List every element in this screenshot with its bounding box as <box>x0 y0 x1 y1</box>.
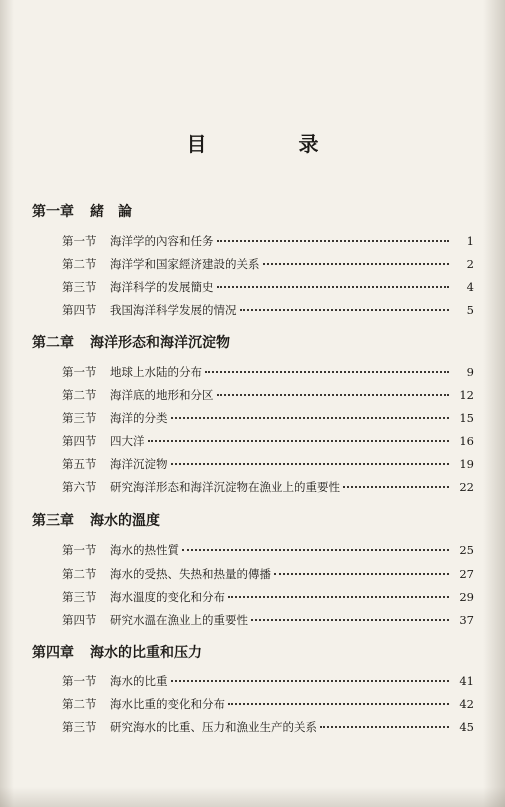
dot-leader <box>217 240 450 242</box>
page-number: 16 <box>459 434 474 448</box>
dot-leader <box>343 486 449 488</box>
toc-entry[interactable] <box>62 410 474 428</box>
page-number: 22 <box>459 480 474 494</box>
toc-entry[interactable] <box>62 719 474 737</box>
page-number: 1 <box>466 234 474 248</box>
section-label: 第四节 <box>62 613 97 627</box>
toc-entry[interactable] <box>62 256 474 274</box>
section-title: 我国海洋科学发展的情况 <box>110 303 237 317</box>
dot-leader <box>217 286 450 288</box>
toc-entry[interactable] <box>62 279 474 297</box>
page-number: 15 <box>459 411 474 425</box>
chapter-label: 第四章 <box>32 645 74 661</box>
section-label: 第三节 <box>62 720 97 734</box>
section-title: 研究海洋形态和海洋沉淀物在漁业上的重要性 <box>110 480 340 494</box>
section-label: 第一节 <box>62 365 97 379</box>
dot-leader <box>228 596 449 598</box>
section-label: 第一节 <box>62 543 97 557</box>
page-number: 37 <box>459 613 474 627</box>
page-number: 19 <box>459 457 474 471</box>
chapter-title: 海水的溫度 <box>90 513 160 529</box>
scan-edge-right <box>483 0 505 807</box>
toc-entry[interactable] <box>62 302 474 320</box>
section-label: 第三节 <box>62 280 97 294</box>
chapter-heading <box>32 201 132 221</box>
page-title: 目 录 <box>186 132 355 156</box>
toc-entry[interactable] <box>62 479 474 497</box>
page-number: 9 <box>466 365 474 379</box>
page-number: 4 <box>466 280 474 294</box>
section-label: 第三节 <box>62 411 97 425</box>
dot-leader <box>320 726 449 728</box>
section-label: 第二节 <box>62 388 97 402</box>
scan-edge-left <box>0 0 14 807</box>
chapter-heading <box>32 332 230 352</box>
dot-leader <box>171 463 450 465</box>
page-number: 45 <box>459 720 474 734</box>
section-label: 第二节 <box>62 257 97 271</box>
chapter-label: 第一章 <box>32 204 74 220</box>
dot-leader <box>205 371 449 373</box>
page-number: 5 <box>466 303 474 317</box>
section-title: 海洋的分类 <box>110 411 168 425</box>
section-label: 第六节 <box>62 480 97 494</box>
toc-entry[interactable] <box>62 364 474 382</box>
dot-leader <box>263 263 450 265</box>
toc-entry[interactable] <box>62 612 474 630</box>
toc-entry[interactable] <box>62 433 474 451</box>
dot-leader <box>182 549 449 551</box>
chapter-label: 第三章 <box>32 513 74 529</box>
section-title: 海水比重的变化和分布 <box>110 697 225 711</box>
section-label: 第三节 <box>62 590 97 604</box>
section-title: 研究海水的比重、压力和漁业生产的关系 <box>110 720 317 734</box>
page-number: 2 <box>466 257 474 271</box>
section-label: 第一节 <box>62 674 97 688</box>
page-number: 42 <box>459 697 474 711</box>
toc-entry[interactable] <box>62 673 474 691</box>
chapter-title: 海水的比重和压力 <box>90 645 202 661</box>
section-title: 海水溫度的变化和分布 <box>110 590 225 604</box>
toc-entry[interactable] <box>62 566 474 584</box>
section-title: 海水的热性質 <box>110 543 179 557</box>
dot-leader <box>217 394 450 396</box>
toc-entry[interactable] <box>62 387 474 405</box>
section-title: 海洋科学的发展簡史 <box>110 280 214 294</box>
dot-leader <box>171 417 450 419</box>
chapter-label: 第二章 <box>32 335 74 351</box>
toc-entry[interactable] <box>62 542 474 560</box>
section-title: 海洋沉淀物 <box>110 457 168 471</box>
toc-entry[interactable] <box>62 696 474 714</box>
dot-leader <box>228 703 449 705</box>
section-title: 海水的受热、失热和热量的傳播 <box>110 567 271 581</box>
chapter-title: 緒 論 <box>90 204 132 220</box>
dot-leader <box>274 573 449 575</box>
dot-leader <box>171 680 450 682</box>
page-number: 12 <box>459 388 474 402</box>
section-label: 第四节 <box>62 434 97 448</box>
page-number: 29 <box>459 590 474 604</box>
section-title: 海洋学的內容和任务 <box>110 234 214 248</box>
section-label: 第二节 <box>62 567 97 581</box>
page-number: 41 <box>459 674 474 688</box>
dot-leader <box>240 309 450 311</box>
section-label: 第四节 <box>62 303 97 317</box>
section-title: 海水的比重 <box>110 674 168 688</box>
toc-entry[interactable] <box>62 456 474 474</box>
section-label: 第一节 <box>62 234 97 248</box>
section-title: 地球上水陆的分布 <box>110 365 202 379</box>
section-title: 海洋底的地形和分区 <box>110 388 214 402</box>
section-title: 四大洋 <box>110 434 145 448</box>
toc-entry[interactable] <box>62 233 474 251</box>
section-title: 研究水溫在漁业上的重要性 <box>110 613 248 627</box>
page-number: 25 <box>459 543 474 557</box>
section-label: 第二节 <box>62 697 97 711</box>
page-number: 27 <box>459 567 474 581</box>
chapter-heading <box>32 642 202 662</box>
dot-leader <box>251 619 449 621</box>
section-label: 第五节 <box>62 457 97 471</box>
section-title: 海洋学和国家經济建設的关系 <box>110 257 260 271</box>
toc-entry[interactable] <box>62 589 474 607</box>
dot-leader <box>148 440 450 442</box>
chapter-heading <box>32 510 160 530</box>
scan-edge-bottom <box>0 787 505 807</box>
chapter-title: 海洋形态和海洋沉淀物 <box>90 335 230 351</box>
